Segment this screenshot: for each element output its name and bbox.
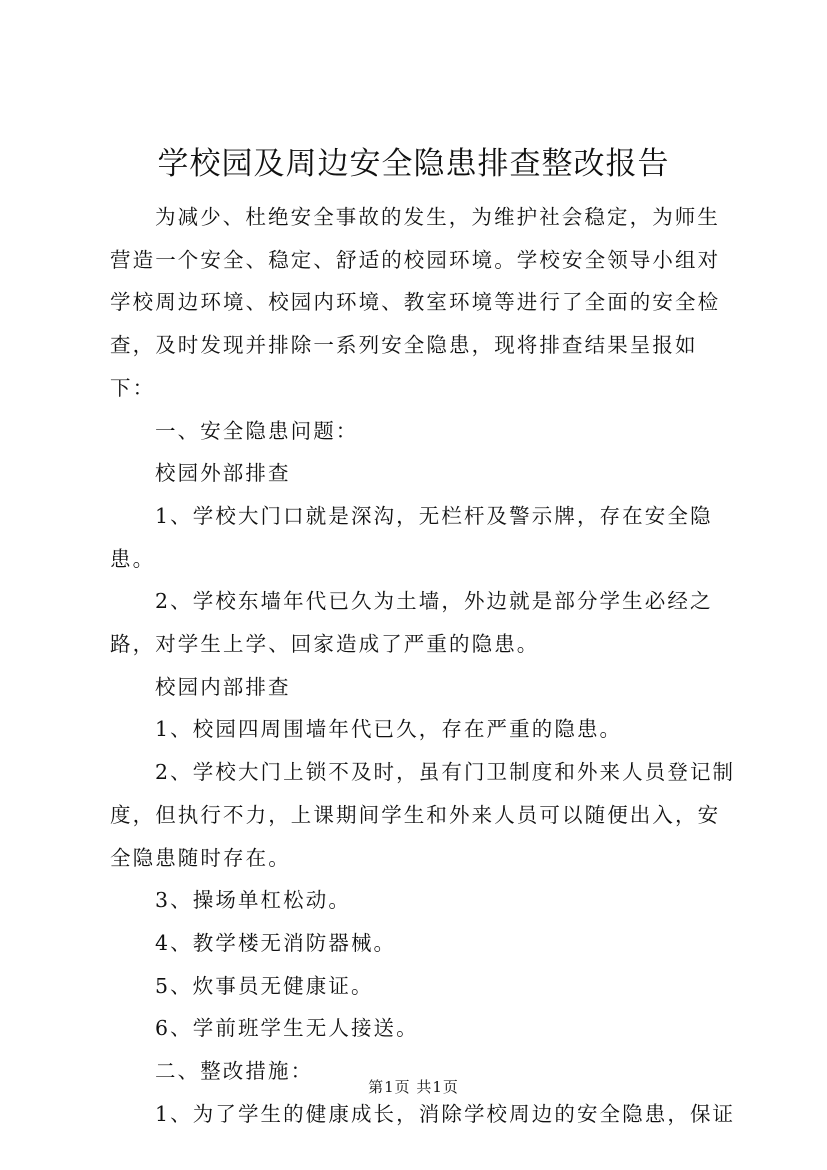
internal-item-4: 4、教学楼无消防器械。 [155,930,397,955]
subsection-internal-check: 校园内部排查 [155,674,291,699]
section-heading-issues: 一、安全隐患问题： [155,418,359,443]
subsection-external-check: 校园外部排查 [155,461,291,486]
section-heading-measures: 二、整改措施： [155,1059,314,1084]
external-item-2: 2、学校东墙年代已久为土墙，外边就是部分学生必经之路，对学生上学、回家造成了严重的隐患。 [110,589,713,657]
internal-item-1: 1、校园四周围墙年代已久，存在严重的隐患。 [155,717,623,742]
document-body [110,196,738,1135]
intro-paragraph: 为减少、杜绝安全事故的发生，为维护社会稳定，为师生营造一个安全、稳定、舒适的校园环境。学校安全领导小组对学校周边环境、校园内环境、教室环境等进行了全面的安全检查，及时发现并排除一系列安全隐患，现将排查结果呈报如下： [110,205,721,400]
internal-item-6: 6、学前班学生无人接送。 [155,1016,419,1041]
document-title: 学校园及周边安全隐患排查整改报告 [157,146,670,182]
page-footer: 第1页 共1页 [368,1078,459,1096]
internal-item-3: 3、操场单杠松动。 [155,888,351,913]
measure-item-1: 1、为了学生的健康成长，消除学校周边的安全隐患，保证 [155,1101,736,1126]
internal-item-5: 5、炊事员无健康证。 [155,973,374,998]
internal-item-2: 2、学校大门上锁不及时，虽有门卫制度和外来人员登记制度，但执行不力，上课期间学生和外来人员可以随便出入，安全隐患随时存在。 [110,760,736,870]
external-item-1: 1、学校大门口就是深沟，无栏杆及警示牌，存在安全隐患。 [110,503,713,571]
